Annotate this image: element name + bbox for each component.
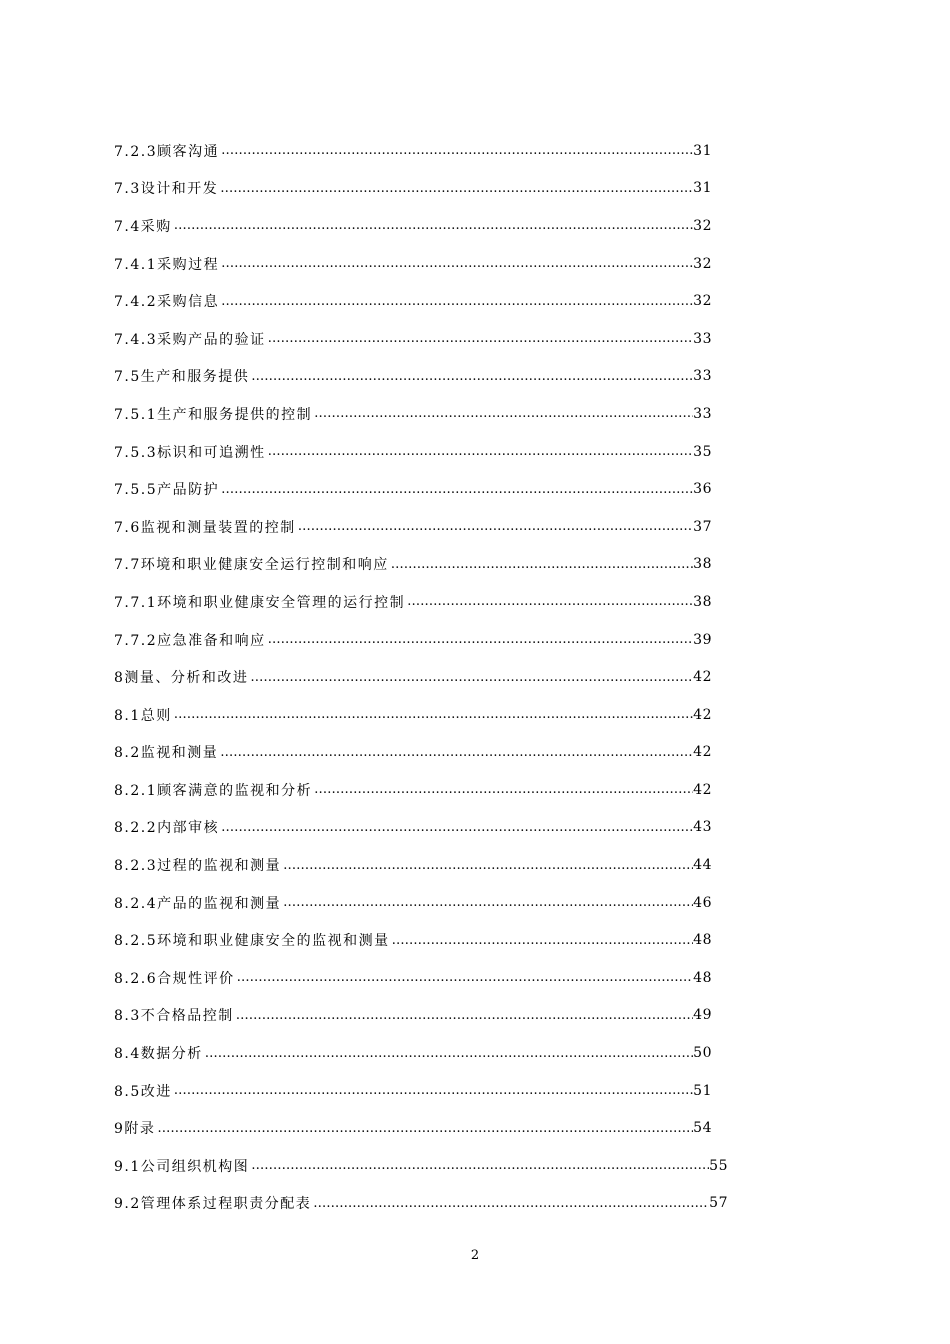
toc-entry-title: 7.7.1环境和职业健康安全管理的运行控制 <box>114 594 406 611</box>
toc-entry-title: 9.2管理体系过程职责分配表 <box>114 1196 312 1213</box>
toc-entry[interactable] <box>114 771 712 809</box>
toc-dot-leader <box>219 820 693 835</box>
toc-dot-leader <box>266 331 694 346</box>
toc-dot-leader <box>248 670 693 685</box>
toc-dot-leader <box>219 256 693 271</box>
toc-entry[interactable] <box>114 282 712 320</box>
toc-entry[interactable] <box>114 621 712 659</box>
toc-entry-title: 7.3设计和开发 <box>114 181 219 198</box>
toc-dot-leader <box>405 594 693 609</box>
toc-entry-page: 42 <box>693 744 712 761</box>
toc-dot-leader <box>281 895 693 910</box>
toc-entry-title: 9.1公司组织机构图 <box>114 1158 250 1175</box>
toc-entry-title: 8测量、分析和改进 <box>114 670 249 687</box>
toc-entry[interactable] <box>114 583 712 621</box>
toc-entry[interactable] <box>114 1034 712 1072</box>
toc-entry-page: 57 <box>709 1195 728 1212</box>
toc-entry[interactable] <box>114 921 712 959</box>
toc-entry[interactable] <box>114 734 712 772</box>
toc-dot-leader <box>312 406 693 421</box>
toc-dot-leader <box>219 143 693 158</box>
toc-dot-leader <box>172 1083 693 1098</box>
toc-entry-title: 8.2.6合规性评价 <box>114 970 235 987</box>
toc-entry[interactable] <box>114 546 712 584</box>
toc-entry[interactable] <box>114 696 712 734</box>
toc-dot-leader <box>172 218 693 233</box>
toc-entry-page: 31 <box>693 142 712 159</box>
toc-entry-title: 7.5.3标识和可追溯性 <box>114 444 266 461</box>
toc-entry-title: 7.2.3顾客沟通 <box>114 143 220 160</box>
toc-entry-title: 7.4.3采购产品的验证 <box>114 331 266 348</box>
toc-entry[interactable] <box>114 320 712 358</box>
toc-dot-leader <box>219 482 693 497</box>
toc-dot-leader <box>234 1008 693 1023</box>
toc-entry[interactable] <box>114 207 712 245</box>
toc-dot-leader <box>389 557 693 572</box>
toc-entry-title: 9附录 <box>114 1121 156 1138</box>
toc-dot-leader <box>155 1121 693 1136</box>
toc-entry-page: 43 <box>693 819 712 836</box>
toc-dot-leader <box>219 294 693 309</box>
toc-entry-title: 8.2.3过程的监视和测量 <box>114 858 282 875</box>
toc-entry-page: 54 <box>693 1120 712 1137</box>
toc-entry-page: 32 <box>693 293 712 310</box>
toc-dot-leader <box>281 858 693 873</box>
toc-entry-title: 8.1总则 <box>114 707 172 724</box>
toc-dot-leader <box>172 707 693 722</box>
toc-entry-page: 33 <box>693 405 712 422</box>
toc-entry-title: 8.2.2内部审核 <box>114 820 220 837</box>
toc-entry-page: 32 <box>693 217 712 234</box>
toc-entry[interactable] <box>114 884 712 922</box>
toc-entry[interactable] <box>114 358 712 396</box>
toc-entry-title: 8.5改进 <box>114 1083 172 1100</box>
toc-entry-page: 55 <box>709 1157 728 1174</box>
toc-entry-page: 38 <box>693 593 712 610</box>
toc-entry-title: 7.7环境和职业健康安全运行控制和响应 <box>114 557 389 574</box>
toc-entry-page: 42 <box>693 706 712 723</box>
toc-entry-title: 8.4数据分析 <box>114 1046 203 1063</box>
toc-entry-page: 36 <box>693 481 712 498</box>
toc-entry-page: 33 <box>693 330 712 347</box>
toc-entry-title: 7.4.1采购过程 <box>114 256 220 273</box>
toc-entry[interactable] <box>114 658 712 696</box>
toc-entry-title: 7.5生产和服务提供 <box>114 369 250 386</box>
toc-dot-leader <box>266 444 694 459</box>
toc-entry[interactable] <box>114 809 712 847</box>
toc-entry-page: 44 <box>693 857 712 874</box>
toc-entry[interactable] <box>114 395 712 433</box>
toc-entry-title: 7.5.1生产和服务提供的控制 <box>114 406 313 423</box>
toc-entry-title: 7.6监视和测量装置的控制 <box>114 519 296 536</box>
toc-entry[interactable] <box>114 470 712 508</box>
toc-entry-page: 35 <box>693 443 712 460</box>
toc-dot-leader <box>218 745 693 760</box>
toc-entry[interactable] <box>114 959 712 997</box>
toc-entry[interactable] <box>114 132 712 170</box>
toc-entry-page: 42 <box>693 669 712 686</box>
toc-dot-leader <box>235 970 694 985</box>
toc-dot-leader <box>218 181 693 196</box>
toc-entry-title: 8.3不合格品控制 <box>114 1008 234 1025</box>
toc-entry[interactable] <box>114 997 712 1035</box>
table-of-contents <box>114 132 734 1222</box>
toc-entry-title: 8.2.5环境和职业健康安全的监视和测量 <box>114 933 390 950</box>
toc-dot-leader <box>203 1046 693 1061</box>
toc-entry[interactable] <box>114 846 712 884</box>
toc-entry-title: 7.4采购 <box>114 218 172 235</box>
toc-entry-page: 37 <box>693 518 712 535</box>
toc-entry-title: 7.7.2应急准备和响应 <box>114 632 266 649</box>
toc-entry[interactable] <box>114 1109 712 1147</box>
toc-entry-title: 7.4.2采购信息 <box>114 294 220 311</box>
toc-entry-page: 31 <box>693 180 712 197</box>
toc-entry-page: 33 <box>693 368 712 385</box>
toc-entry-page: 48 <box>693 969 712 986</box>
toc-entry-page: 39 <box>693 631 712 648</box>
page-number: 2 <box>470 1248 480 1263</box>
toc-entry-page: 32 <box>693 255 712 272</box>
toc-entry[interactable] <box>114 1185 728 1223</box>
toc-entry[interactable] <box>114 245 712 283</box>
toc-entry[interactable] <box>114 508 712 546</box>
toc-entry-page: 38 <box>693 556 712 573</box>
toc-entry-page: 48 <box>693 932 712 949</box>
toc-entry-title: 7.5.5产品防护 <box>114 482 220 499</box>
toc-entry[interactable] <box>114 170 712 208</box>
toc-dot-leader <box>249 369 693 384</box>
toc-entry[interactable] <box>114 1147 728 1185</box>
toc-dot-leader <box>266 632 694 647</box>
toc-dot-leader <box>249 1158 709 1173</box>
toc-entry-page: 42 <box>693 781 712 798</box>
toc-entry-page: 50 <box>693 1045 712 1062</box>
toc-dot-leader <box>390 933 694 948</box>
toc-entry-title: 8.2.1顾客满意的监视和分析 <box>114 782 313 799</box>
toc-entry-page: 46 <box>693 894 712 911</box>
toc-entry[interactable] <box>114 1072 712 1110</box>
toc-entry-page: 51 <box>693 1082 712 1099</box>
toc-dot-leader <box>296 519 693 534</box>
toc-entry-page: 49 <box>693 1007 712 1024</box>
toc-dot-leader <box>312 782 693 797</box>
toc-entry-title: 8.2.4产品的监视和测量 <box>114 895 282 912</box>
toc-entry-title: 8.2监视和测量 <box>114 745 219 762</box>
toc-dot-leader <box>311 1196 709 1211</box>
toc-entry[interactable] <box>114 433 712 471</box>
